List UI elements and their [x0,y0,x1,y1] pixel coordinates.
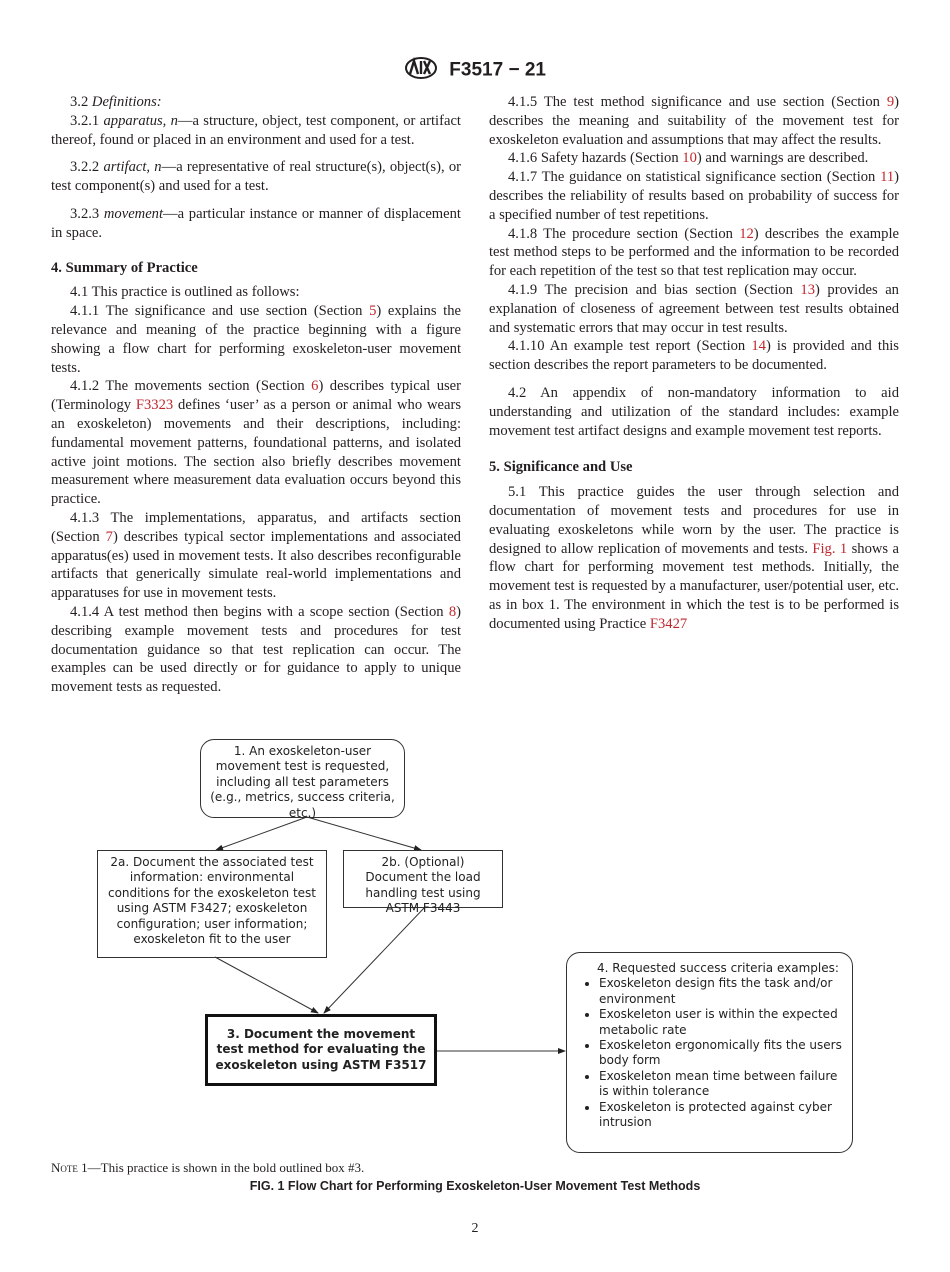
arrow-2a-to-3 [215,957,318,1013]
flow-box-2b: 2b. (Optional) Document the load handling test using ASTM F3443 [343,850,503,908]
criteria-item: • Exoskeleton user is within the expected metabolic rate [599,1007,842,1038]
para-4-1-7: 4.1.7 The guidance on statistical significance section (Section 11) describes the reliability of results based on probability of success for a specified number of test repetitions. [489,169,899,223]
arrow-1-to-2b [307,817,421,850]
para-4-1-6: 4.1.6 Safety hazards (Section 10) and warnings are described. [508,150,869,167]
designation: F3517 − 21 [449,59,546,81]
arrow-2b-to-3 [324,907,425,1013]
section-5-heading: 5. Significance and Use [489,459,633,476]
para-4-1-5: 4.1.5 The test method significance and use section (Section 9) describes the meaning and suitability of the movement test for exoskeleton evaluation and assumptions that may affect the results. [489,94,899,148]
figure-note: Note 1—This practice is shown in the bold outlined box #3. [51,1160,365,1175]
para-4-2: 4.2 An appendix of non-mandatory information to aid understanding and utilization of the standard includes: example movement test artifact designs and example movement test reports. [489,384,899,439]
box4-title: 4. Requested success criteria examples: [597,961,839,975]
criteria-item: • Exoskeleton ergonomically fits the users body form [599,1038,842,1069]
section-link[interactable]: 11 [880,169,895,186]
para-4-1: 4.1 This practice is outlined as follows: [70,284,300,301]
para-5-1: 5.1 This practice guides the user through selection and documentation of movement tests and procedures for use in evaluating exoskeletons while worn by the user. The practice is designed to allow replication of movements and tests. Fig. 1 shows a flow chart for performing movement test methods. Initially, the movement test is requested by a manufacturer, user/potential user, etc. as in box 1. The environment in which the test is to be performed is documented using Practice F3427 [489,484,899,632]
section-link[interactable]: 13 [800,281,816,298]
flow-box-1: 1. An exoskeleton-user movement test is requested, including all test parameters (e.g., metrics, success criteria, etc.) [200,739,405,818]
para-3-2: 3.2 Definitions: [70,94,162,110]
para-4-1-4: 4.1.4 A test method then begins with a scope section (Section 8) describing example movement tests and procedures for test documentation guidance so that test replication can occur. The examples can be used directly or for guidance to apply to unique movement tests as requested. [51,603,461,696]
para-3-2-2: 3.2.2 artifact, n—a representative of real structure(s), object(s), or test component(s) and used for a test. [51,159,461,195]
flow-box-4 [566,952,853,1153]
para-4-1-9: 4.1.9 The precision and bias section (Section 13) provides an explanation of closeness of agreement between test results obtained and systematic errors that may occur in test results. [489,281,899,336]
page-number: 2 [471,1221,479,1236]
section-link[interactable]: 12 [739,225,754,242]
section-link[interactable]: 6 [311,378,319,395]
arrow-1-to-2a [216,817,307,850]
section-link[interactable]: 14 [751,338,766,355]
section-link[interactable]: 10 [682,150,697,167]
section-4-heading: 4. Summary of Practice [51,259,198,276]
section-link[interactable]: 8 [448,603,457,620]
para-3-2-1: 3.2.1 apparatus, n—a structure, object, test component, or artifact thereof, found or placed in an environment and used for a test. [51,112,461,148]
para-4-1-2: 4.1.2 The movements section (Section 6) describes typical user (Terminology F3323 defines ‘user’ as a person or animal who wears an exoskeleton) movements and their descriptions, including: fundamental movement patterns, foundational patterns, and isolated active joint motions. The section also briefly describes movement measurement where measurement data evaluation occurs beyond this practice. [51,378,462,508]
standard-link[interactable]: F3323 [135,397,174,414]
para-4-1-10: 4.1.10 An example test report (Section 14) is provided and this section describes the report parameters to be documented. [489,338,899,374]
standard-link[interactable]: F3427 [649,615,688,632]
criteria-list [577,976,842,1130]
criteria-item: • Exoskeleton is protected against cyber intrusion [599,1100,842,1131]
figure-link[interactable]: Fig. 1 [812,540,848,557]
criteria-item: • Exoskeleton design fits the task and/or environment [599,976,842,1007]
section-link[interactable]: 7 [105,528,113,545]
section-link[interactable]: 5 [369,303,377,320]
section-link[interactable]: 9 [886,94,895,110]
para-4-1-1: 4.1.1 The significance and use section (Section 5) explains the relevance and meaning of the practice beginning with a figure showing a flow chart for performing exoskeleton-user movement tests. [51,303,461,376]
para-4-1-8: 4.1.8 The procedure section (Section 12) describes the example test method steps to be performed and the information to be recorded for each repetition of the test so that test replication may occur. [489,225,899,280]
figure-caption: FIG. 1 Flow Chart for Performing Exoskeleton-User Movement Test Methods [249,1179,701,1193]
flow-box-2a: 2a. Document the associated test information: environmental conditions for the exoskeleton test using ASTM F3427; exoskeleton configuration; user information; exoskeleton fit to the user [97,850,327,958]
criteria-item: • Exoskeleton mean time between failure is within tolerance [599,1069,842,1100]
para-4-1-3: 4.1.3 The implementations, apparatus, and artifacts section (Section 7) describes typical sector implementations and associated apparatus(es) used in movement tests. It also describes reconfigurable artifacts that generically simulate real-world implementations and apparatuses for use in movement tests. [51,509,461,602]
para-3-2-3: 3.2.3 movement—a particular instance or manner of displacement in space. [51,205,461,241]
flow-box-3: 3. Document the movement test method for evaluating the exoskeleton using ASTM F3517 [205,1014,437,1086]
